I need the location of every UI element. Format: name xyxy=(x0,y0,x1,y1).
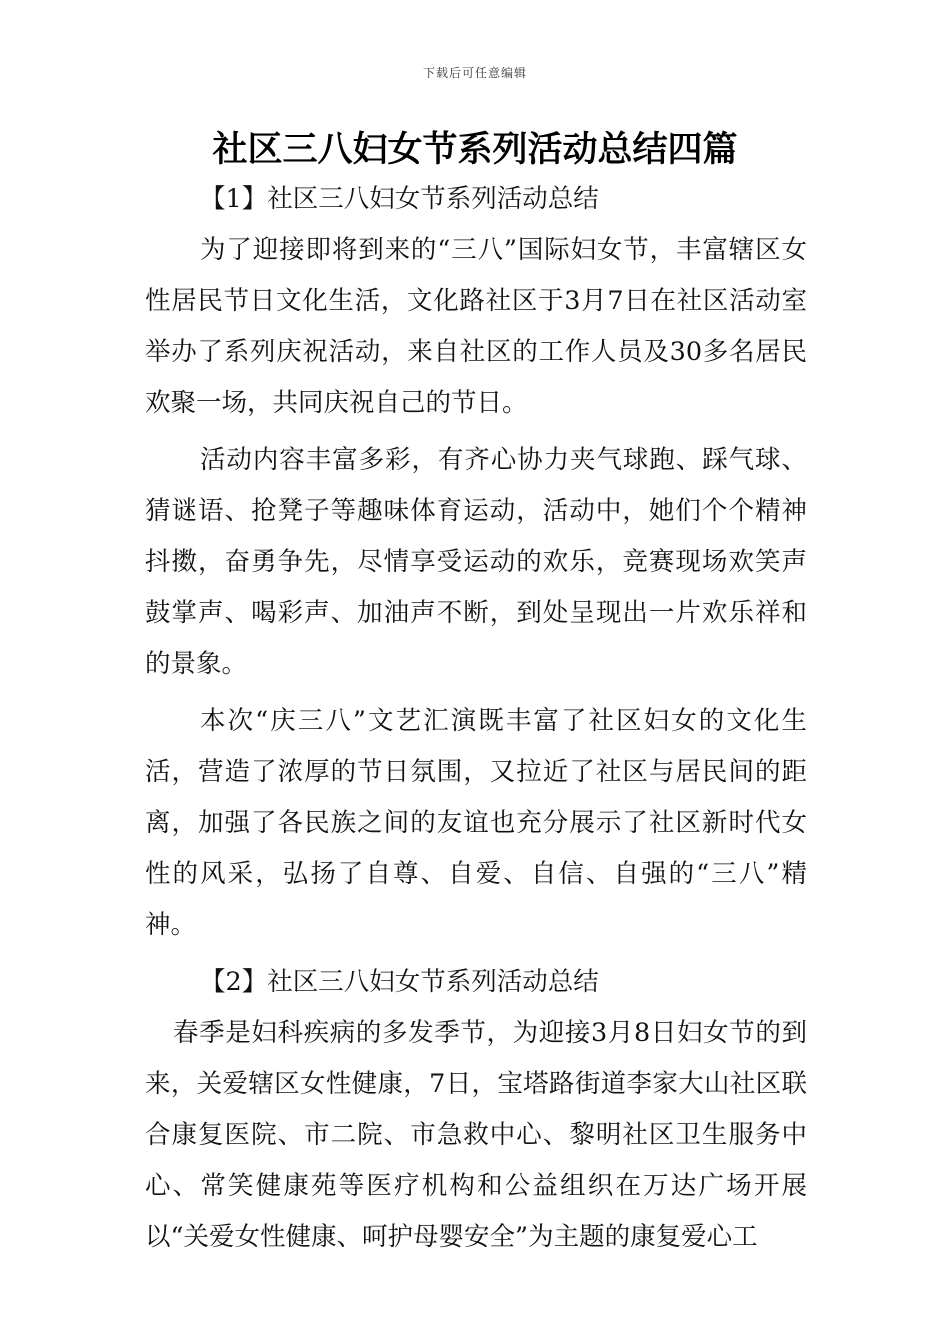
document-title: 社区三八妇女节系列活动总结四篇 xyxy=(212,130,738,170)
section-heading: 【1】社区三八妇女节系列活动总结 xyxy=(200,184,599,214)
section-heading: 【2】社区三八妇女节系列活动总结 xyxy=(200,967,599,997)
paragraph: 本次“庆三八”文艺汇演既丰富了社区妇女的文化生活，营造了浓厚的节日氛围，又拉近了社区与居民间的距离，加强了各民族之间的友谊也充分展示了社区新时代女性的风采，弘扬了自尊、自爱、自信、自强的“三八”精神。 xyxy=(145,706,807,940)
document-body xyxy=(145,174,807,1263)
paragraph: 春季是妇科疾病的多发季节，为迎接3月8日妇女节的到来，关爱辖区女性健康，7日，宝塔路街道李家大山社区联合康复医院、市二院、市急救中心、黎明社区卫生服务中心、常笑健康苑等医疗机构和公益组织在万达广场开展以“关爱女性健康、呵护母婴安全”为主题的康复爱心工 xyxy=(145,1018,807,1252)
paragraph: 活动内容丰富多彩，有齐心协力夹气球跑、踩气球、猜谜语、抢凳子等趣味体育运动，活动中，她们个个精神抖擞，奋勇争先，尽情享受运动的欢乐，竞赛现场欢笑声鼓掌声、喝彩声、加油声不断，到处呈现出一片欢乐祥和的景象。 xyxy=(145,445,807,679)
header-note: 下载后可任意编辑 xyxy=(422,66,527,80)
paragraph: 为了迎接即将到来的“三八”国际妇女节，丰富辖区女性居民节日文化生活，文化路社区于3月7日在社区活动室举办了系列庆祝活动，来自社区的工作人员及30多名居民欢聚一场，共同庆祝自己的节日。 xyxy=(145,235,807,418)
section-2 xyxy=(145,957,807,1263)
section-1 xyxy=(145,174,807,951)
